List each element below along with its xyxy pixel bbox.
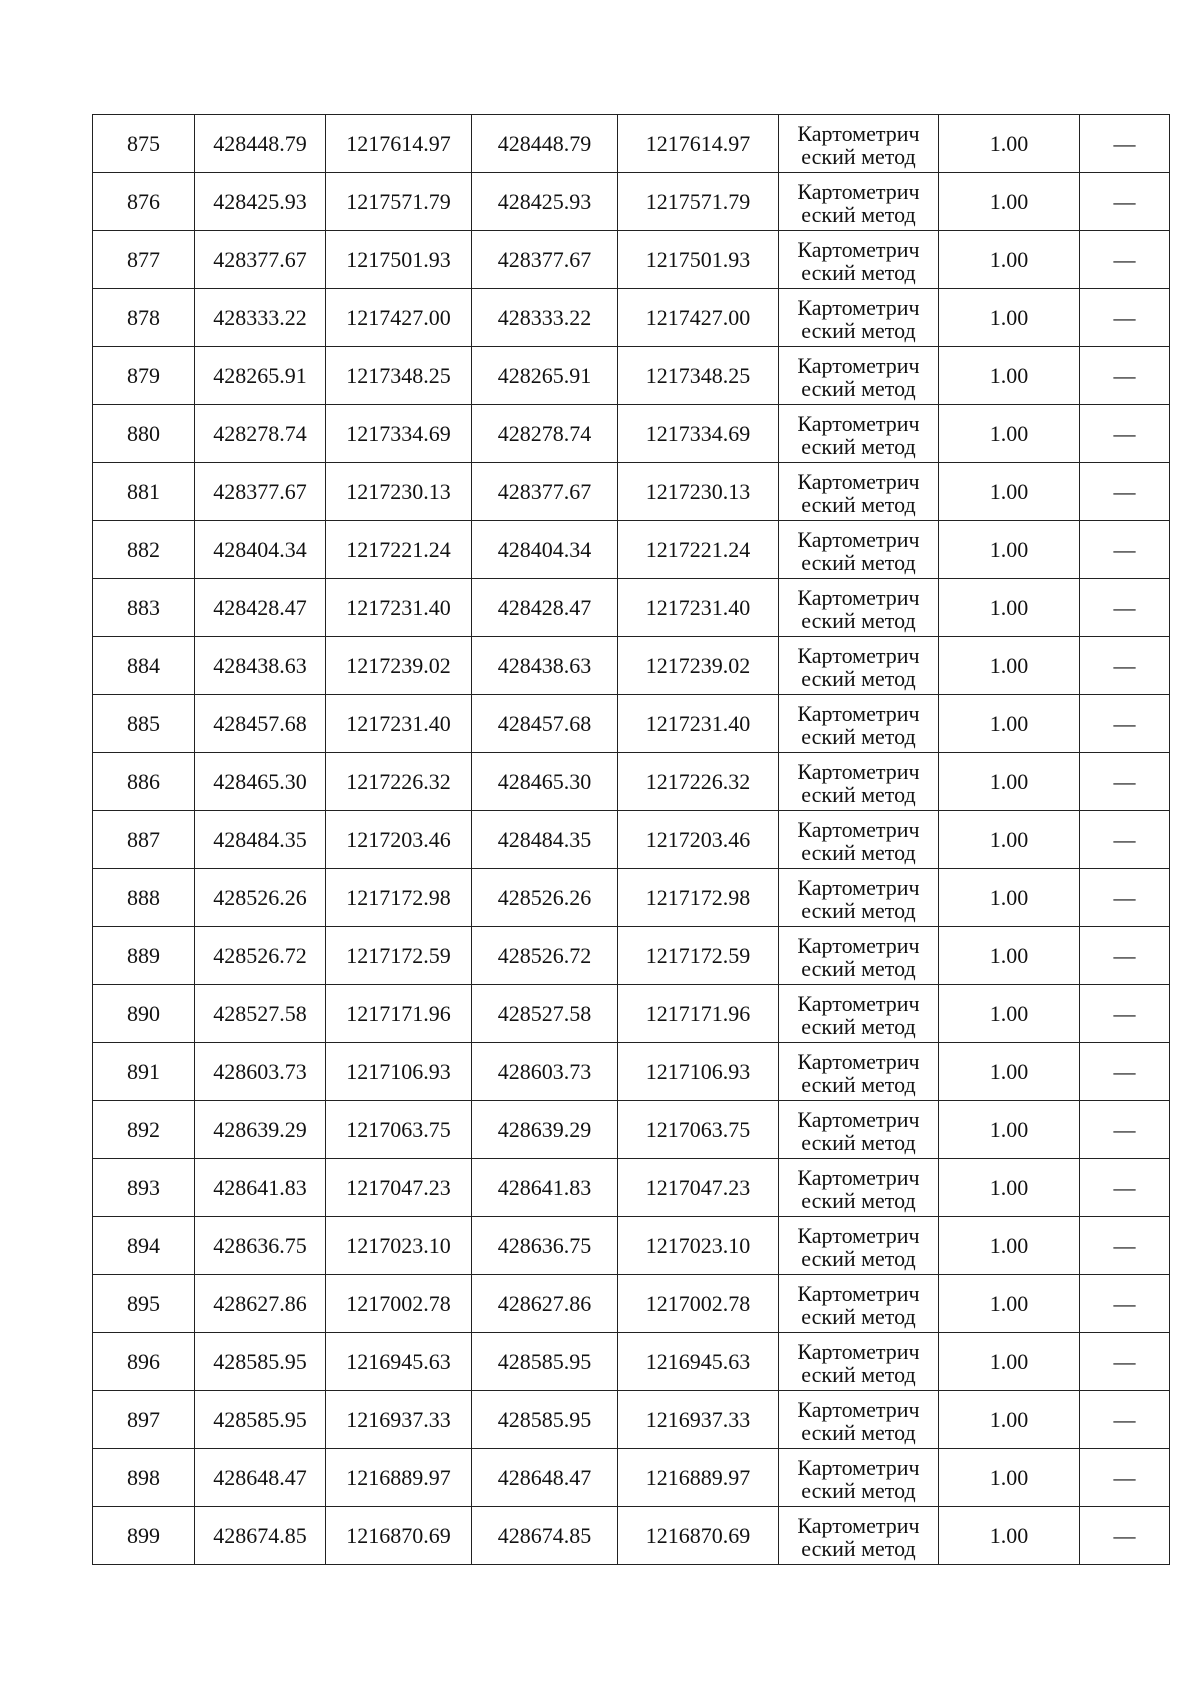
new-x-cell: 428648.47 (472, 1449, 618, 1507)
method-line-2: еский метод (801, 549, 916, 575)
table-row (93, 1043, 1170, 1101)
new-y-cell: 1217221.24 (618, 521, 779, 579)
point-number-cell: 882 (93, 521, 195, 579)
table-row (93, 405, 1170, 463)
method-line-1: Картометрич (797, 1164, 920, 1190)
existing-x-cell: 428404.34 (195, 521, 326, 579)
new-y-cell: 1217231.40 (618, 579, 779, 637)
table-row (93, 1159, 1170, 1217)
existing-x-cell: 428641.83 (195, 1159, 326, 1217)
point-number-cell: 880 (93, 405, 195, 463)
note-cell: — (1080, 1275, 1170, 1333)
note-cell: — (1080, 1449, 1170, 1507)
new-x-cell: 428333.22 (472, 289, 618, 347)
accuracy-cell: 1.00 (939, 1391, 1080, 1449)
existing-x-cell: 428448.79 (195, 115, 326, 173)
new-x-cell: 428428.47 (472, 579, 618, 637)
existing-y-cell: 1217171.96 (326, 985, 472, 1043)
new-y-cell: 1217571.79 (618, 173, 779, 231)
point-number-cell: 891 (93, 1043, 195, 1101)
method-line-2: еский метод (801, 491, 916, 517)
new-x-cell: 428627.86 (472, 1275, 618, 1333)
point-number-cell: 889 (93, 927, 195, 985)
note-cell: — (1080, 1391, 1170, 1449)
new-y-cell: 1217063.75 (618, 1101, 779, 1159)
new-x-cell: 428585.95 (472, 1391, 618, 1449)
existing-y-cell: 1217427.00 (326, 289, 472, 347)
point-number-cell: 887 (93, 811, 195, 869)
new-y-cell: 1217106.93 (618, 1043, 779, 1101)
coordinates-table (92, 114, 1170, 1565)
point-number-cell: 886 (93, 753, 195, 811)
method-line-1: Картометрич (797, 642, 920, 668)
method-cell (779, 1507, 939, 1565)
new-y-cell: 1217203.46 (618, 811, 779, 869)
table-row (93, 695, 1170, 753)
table-row (93, 753, 1170, 811)
new-y-cell: 1217334.69 (618, 405, 779, 463)
point-number-cell: 878 (93, 289, 195, 347)
existing-x-cell: 428278.74 (195, 405, 326, 463)
new-y-cell: 1216937.33 (618, 1391, 779, 1449)
accuracy-cell: 1.00 (939, 289, 1080, 347)
point-number-cell: 895 (93, 1275, 195, 1333)
method-line-2: еский метод (801, 1245, 916, 1271)
note-cell: — (1080, 347, 1170, 405)
new-y-cell: 1217239.02 (618, 637, 779, 695)
note-cell: — (1080, 579, 1170, 637)
new-y-cell: 1217002.78 (618, 1275, 779, 1333)
note-cell: — (1080, 521, 1170, 579)
new-y-cell: 1217231.40 (618, 695, 779, 753)
method-cell (779, 1217, 939, 1275)
note-cell: — (1080, 637, 1170, 695)
accuracy-cell: 1.00 (939, 1507, 1080, 1565)
point-number-cell: 883 (93, 579, 195, 637)
existing-x-cell: 428627.86 (195, 1275, 326, 1333)
existing-x-cell: 428648.47 (195, 1449, 326, 1507)
existing-y-cell: 1217231.40 (326, 695, 472, 753)
method-cell (779, 869, 939, 927)
existing-x-cell: 428465.30 (195, 753, 326, 811)
new-y-cell: 1217614.97 (618, 115, 779, 173)
note-cell: — (1080, 1507, 1170, 1565)
table-row (93, 347, 1170, 405)
existing-y-cell: 1216937.33 (326, 1391, 472, 1449)
accuracy-cell: 1.00 (939, 405, 1080, 463)
new-x-cell: 428265.91 (472, 347, 618, 405)
method-line-1: Картометрич (797, 294, 920, 320)
existing-y-cell: 1217106.93 (326, 1043, 472, 1101)
note-cell: — (1080, 463, 1170, 521)
method-cell (779, 1275, 939, 1333)
method-cell (779, 115, 939, 173)
table-row (93, 1101, 1170, 1159)
existing-x-cell: 428603.73 (195, 1043, 326, 1101)
method-line-1: Картометрич (797, 816, 920, 842)
new-y-cell: 1217023.10 (618, 1217, 779, 1275)
table-row (93, 637, 1170, 695)
note-cell: — (1080, 173, 1170, 231)
method-cell (779, 173, 939, 231)
note-cell: — (1080, 1333, 1170, 1391)
method-line-1: Картометрич (797, 874, 920, 900)
method-line-1: Картометрич (797, 236, 920, 262)
method-line-2: еский метод (801, 1303, 916, 1329)
new-y-cell: 1217172.59 (618, 927, 779, 985)
point-number-cell: 892 (93, 1101, 195, 1159)
existing-x-cell: 428639.29 (195, 1101, 326, 1159)
accuracy-cell: 1.00 (939, 695, 1080, 753)
accuracy-cell: 1.00 (939, 985, 1080, 1043)
new-y-cell: 1217230.13 (618, 463, 779, 521)
note-cell: — (1080, 231, 1170, 289)
new-x-cell: 428526.72 (472, 927, 618, 985)
existing-y-cell: 1217614.97 (326, 115, 472, 173)
accuracy-cell: 1.00 (939, 1159, 1080, 1217)
table-row (93, 115, 1170, 173)
method-line-2: еский метод (801, 1129, 916, 1155)
point-number-cell: 898 (93, 1449, 195, 1507)
table-row (93, 869, 1170, 927)
table-body (93, 115, 1170, 1565)
existing-y-cell: 1216945.63 (326, 1333, 472, 1391)
existing-y-cell: 1217231.40 (326, 579, 472, 637)
existing-x-cell: 428527.58 (195, 985, 326, 1043)
table-row (93, 1333, 1170, 1391)
method-line-2: еский метод (801, 897, 916, 923)
method-line-2: еский метод (801, 1071, 916, 1097)
existing-x-cell: 428636.75 (195, 1217, 326, 1275)
new-x-cell: 428639.29 (472, 1101, 618, 1159)
method-line-2: еский метод (801, 433, 916, 459)
note-cell: — (1080, 869, 1170, 927)
point-number-cell: 894 (93, 1217, 195, 1275)
accuracy-cell: 1.00 (939, 811, 1080, 869)
new-x-cell: 428377.67 (472, 231, 618, 289)
new-x-cell: 428641.83 (472, 1159, 618, 1217)
existing-x-cell: 428526.72 (195, 927, 326, 985)
table-row (93, 289, 1170, 347)
method-cell (779, 289, 939, 347)
existing-y-cell: 1217172.59 (326, 927, 472, 985)
method-line-2: еский метод (801, 201, 916, 227)
note-cell: — (1080, 1043, 1170, 1101)
new-x-cell: 428527.58 (472, 985, 618, 1043)
table-row (93, 1217, 1170, 1275)
method-line-2: еский метод (801, 1013, 916, 1039)
method-cell (779, 1159, 939, 1217)
existing-x-cell: 428425.93 (195, 173, 326, 231)
existing-y-cell: 1217002.78 (326, 1275, 472, 1333)
method-line-2: еский метод (801, 607, 916, 633)
table-row (93, 173, 1170, 231)
existing-x-cell: 428526.26 (195, 869, 326, 927)
method-line-1: Картометрич (797, 526, 920, 552)
method-cell (779, 637, 939, 695)
new-y-cell: 1216945.63 (618, 1333, 779, 1391)
table-row (93, 579, 1170, 637)
accuracy-cell: 1.00 (939, 347, 1080, 405)
new-y-cell: 1217226.32 (618, 753, 779, 811)
method-cell (779, 579, 939, 637)
existing-y-cell: 1217203.46 (326, 811, 472, 869)
method-cell (779, 1043, 939, 1101)
accuracy-cell: 1.00 (939, 115, 1080, 173)
existing-x-cell: 428585.95 (195, 1333, 326, 1391)
method-line-2: еский метод (801, 1361, 916, 1387)
existing-y-cell: 1217023.10 (326, 1217, 472, 1275)
table-row (93, 927, 1170, 985)
existing-x-cell: 428377.67 (195, 231, 326, 289)
method-line-2: еский метод (801, 955, 916, 981)
method-line-1: Картометрич (797, 758, 920, 784)
method-line-1: Картометрич (797, 1338, 920, 1364)
method-cell (779, 695, 939, 753)
new-x-cell: 428585.95 (472, 1333, 618, 1391)
note-cell: — (1080, 1101, 1170, 1159)
table-row (93, 811, 1170, 869)
method-line-1: Картометрич (797, 120, 920, 146)
point-number-cell: 899 (93, 1507, 195, 1565)
new-x-cell: 428457.68 (472, 695, 618, 753)
note-cell: — (1080, 811, 1170, 869)
new-y-cell: 1217501.93 (618, 231, 779, 289)
note-cell: — (1080, 753, 1170, 811)
point-number-cell: 881 (93, 463, 195, 521)
new-x-cell: 428465.30 (472, 753, 618, 811)
method-cell (779, 1449, 939, 1507)
existing-x-cell: 428484.35 (195, 811, 326, 869)
accuracy-cell: 1.00 (939, 463, 1080, 521)
table-row (93, 463, 1170, 521)
method-line-2: еский метод (801, 781, 916, 807)
accuracy-cell: 1.00 (939, 173, 1080, 231)
method-cell (779, 463, 939, 521)
method-line-1: Картометрич (797, 1048, 920, 1074)
method-line-2: еский метод (801, 259, 916, 285)
table-row (93, 1507, 1170, 1565)
point-number-cell: 884 (93, 637, 195, 695)
existing-x-cell: 428674.85 (195, 1507, 326, 1565)
accuracy-cell: 1.00 (939, 579, 1080, 637)
method-cell (779, 1391, 939, 1449)
existing-y-cell: 1217348.25 (326, 347, 472, 405)
note-cell: — (1080, 695, 1170, 753)
method-line-1: Картометрич (797, 932, 920, 958)
new-x-cell: 428278.74 (472, 405, 618, 463)
accuracy-cell: 1.00 (939, 869, 1080, 927)
existing-x-cell: 428457.68 (195, 695, 326, 753)
method-line-1: Картометрич (797, 1454, 920, 1480)
accuracy-cell: 1.00 (939, 753, 1080, 811)
method-cell (779, 753, 939, 811)
accuracy-cell: 1.00 (939, 637, 1080, 695)
method-line-1: Картометрич (797, 468, 920, 494)
new-x-cell: 428674.85 (472, 1507, 618, 1565)
method-line-2: еский метод (801, 1187, 916, 1213)
new-y-cell: 1216870.69 (618, 1507, 779, 1565)
existing-x-cell: 428333.22 (195, 289, 326, 347)
method-line-1: Картометрич (797, 584, 920, 610)
new-x-cell: 428425.93 (472, 173, 618, 231)
note-cell: — (1080, 289, 1170, 347)
method-line-2: еский метод (801, 143, 916, 169)
accuracy-cell: 1.00 (939, 1333, 1080, 1391)
method-cell (779, 231, 939, 289)
accuracy-cell: 1.00 (939, 1449, 1080, 1507)
method-line-2: еский метод (801, 375, 916, 401)
new-y-cell: 1217171.96 (618, 985, 779, 1043)
method-line-2: еский метод (801, 723, 916, 749)
existing-x-cell: 428438.63 (195, 637, 326, 695)
point-number-cell: 876 (93, 173, 195, 231)
method-cell (779, 521, 939, 579)
note-cell: — (1080, 985, 1170, 1043)
table-row (93, 1449, 1170, 1507)
accuracy-cell: 1.00 (939, 231, 1080, 289)
existing-y-cell: 1217172.98 (326, 869, 472, 927)
point-number-cell: 890 (93, 985, 195, 1043)
existing-y-cell: 1217047.23 (326, 1159, 472, 1217)
point-number-cell: 885 (93, 695, 195, 753)
note-cell: — (1080, 405, 1170, 463)
new-y-cell: 1217427.00 (618, 289, 779, 347)
new-x-cell: 428377.67 (472, 463, 618, 521)
method-line-1: Картометрич (797, 1280, 920, 1306)
new-x-cell: 428448.79 (472, 115, 618, 173)
method-line-2: еский метод (801, 1419, 916, 1445)
accuracy-cell: 1.00 (939, 521, 1080, 579)
existing-y-cell: 1217501.93 (326, 231, 472, 289)
existing-y-cell: 1217063.75 (326, 1101, 472, 1159)
existing-y-cell: 1217230.13 (326, 463, 472, 521)
new-x-cell: 428404.34 (472, 521, 618, 579)
existing-y-cell: 1217239.02 (326, 637, 472, 695)
method-cell (779, 1333, 939, 1391)
existing-y-cell: 1216870.69 (326, 1507, 472, 1565)
table-row (93, 1275, 1170, 1333)
table-row (93, 521, 1170, 579)
method-cell (779, 405, 939, 463)
accuracy-cell: 1.00 (939, 927, 1080, 985)
note-cell: — (1080, 927, 1170, 985)
method-line-2: еский метод (801, 317, 916, 343)
method-line-1: Картометрич (797, 352, 920, 378)
existing-x-cell: 428585.95 (195, 1391, 326, 1449)
new-x-cell: 428526.26 (472, 869, 618, 927)
method-cell (779, 927, 939, 985)
note-cell: — (1080, 115, 1170, 173)
method-line-1: Картометрич (797, 1106, 920, 1132)
new-x-cell: 428603.73 (472, 1043, 618, 1101)
method-line-1: Картометрич (797, 1396, 920, 1422)
note-cell: — (1080, 1217, 1170, 1275)
method-cell (779, 1101, 939, 1159)
point-number-cell: 897 (93, 1391, 195, 1449)
existing-x-cell: 428377.67 (195, 463, 326, 521)
table-row (93, 985, 1170, 1043)
accuracy-cell: 1.00 (939, 1101, 1080, 1159)
method-line-2: еский метод (801, 839, 916, 865)
point-number-cell: 879 (93, 347, 195, 405)
new-y-cell: 1217348.25 (618, 347, 779, 405)
table-row (93, 1391, 1170, 1449)
method-cell (779, 811, 939, 869)
point-number-cell: 888 (93, 869, 195, 927)
existing-x-cell: 428428.47 (195, 579, 326, 637)
method-line-1: Картометрич (797, 410, 920, 436)
point-number-cell: 896 (93, 1333, 195, 1391)
existing-x-cell: 428265.91 (195, 347, 326, 405)
accuracy-cell: 1.00 (939, 1275, 1080, 1333)
method-line-1: Картометрич (797, 700, 920, 726)
method-line-2: еский метод (801, 1477, 916, 1503)
new-y-cell: 1216889.97 (618, 1449, 779, 1507)
method-cell (779, 985, 939, 1043)
table-row (93, 231, 1170, 289)
new-x-cell: 428636.75 (472, 1217, 618, 1275)
existing-y-cell: 1217571.79 (326, 173, 472, 231)
method-line-2: еский метод (801, 665, 916, 691)
point-number-cell: 893 (93, 1159, 195, 1217)
new-x-cell: 428484.35 (472, 811, 618, 869)
existing-y-cell: 1217221.24 (326, 521, 472, 579)
accuracy-cell: 1.00 (939, 1217, 1080, 1275)
note-cell: — (1080, 1159, 1170, 1217)
accuracy-cell: 1.00 (939, 1043, 1080, 1101)
existing-y-cell: 1217334.69 (326, 405, 472, 463)
method-line-1: Картометрич (797, 1222, 920, 1248)
method-line-1: Картометрич (797, 990, 920, 1016)
existing-y-cell: 1217226.32 (326, 753, 472, 811)
point-number-cell: 877 (93, 231, 195, 289)
new-y-cell: 1217047.23 (618, 1159, 779, 1217)
method-cell (779, 347, 939, 405)
existing-y-cell: 1216889.97 (326, 1449, 472, 1507)
method-line-2: еский метод (801, 1535, 916, 1561)
new-y-cell: 1217172.98 (618, 869, 779, 927)
method-line-1: Картометрич (797, 178, 920, 204)
method-line-1: Картометрич (797, 1512, 920, 1538)
new-x-cell: 428438.63 (472, 637, 618, 695)
point-number-cell: 875 (93, 115, 195, 173)
